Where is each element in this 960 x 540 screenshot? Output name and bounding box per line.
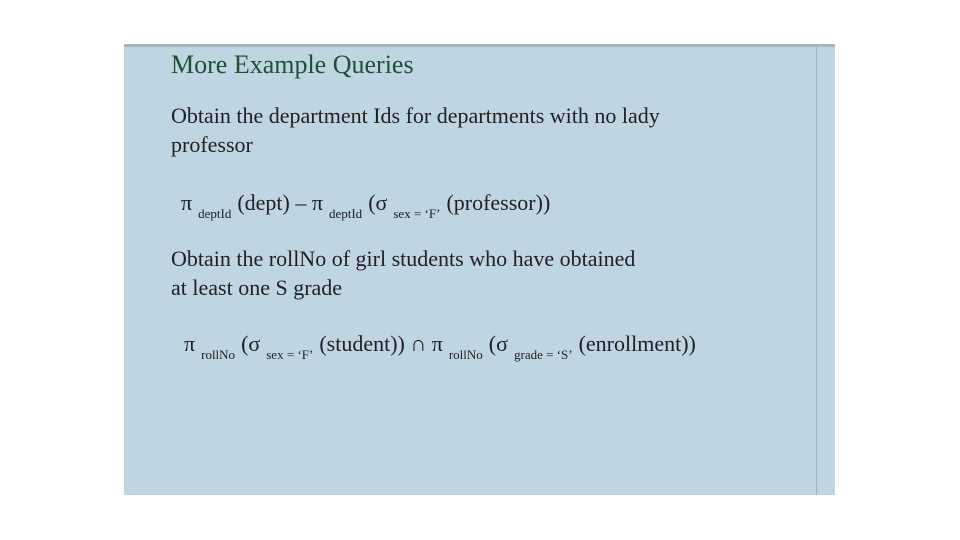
query2-description bbox=[171, 244, 635, 302]
expr2-part2: (student)) ∩ π bbox=[319, 331, 443, 356]
query1-expression bbox=[181, 188, 550, 221]
expr1-sub2: deptId bbox=[328, 206, 363, 221]
query1-line2: professor bbox=[171, 132, 253, 157]
expr2-part4: (enrollment)) bbox=[578, 331, 696, 356]
query2-line2: at least one S grade bbox=[171, 275, 343, 300]
expr2-sub3: rollNo bbox=[448, 347, 483, 362]
query2-expression bbox=[184, 329, 696, 362]
expr1-part2: (σ bbox=[368, 190, 388, 215]
expr2-part3: (σ bbox=[488, 331, 508, 356]
query1-line1: Obtain the department Ids for departments with no lady bbox=[171, 103, 660, 128]
expr2-pi: π bbox=[184, 331, 196, 356]
query2-line1: Obtain the rollNo of girl students who have obtained bbox=[171, 246, 636, 271]
expr2-sub4: grade = ‘S’ bbox=[513, 347, 573, 362]
expr2-sub2: sex = ‘F’ bbox=[266, 347, 314, 362]
expr1-part3: (professor)) bbox=[446, 190, 551, 215]
expr1-pi: π bbox=[181, 190, 193, 215]
expr1-part1: (dept) – π bbox=[237, 190, 323, 215]
expr1-sub1: deptId bbox=[198, 206, 232, 221]
slide-divider bbox=[816, 47, 817, 495]
query1-description bbox=[171, 101, 660, 159]
slide-title: More Example Queries bbox=[171, 50, 414, 79]
expr2-part1: (σ bbox=[241, 331, 261, 356]
slide bbox=[124, 44, 835, 495]
expr2-sub1: rollNo bbox=[201, 347, 236, 362]
expr1-sub3: sex = ‘F’ bbox=[393, 206, 441, 221]
